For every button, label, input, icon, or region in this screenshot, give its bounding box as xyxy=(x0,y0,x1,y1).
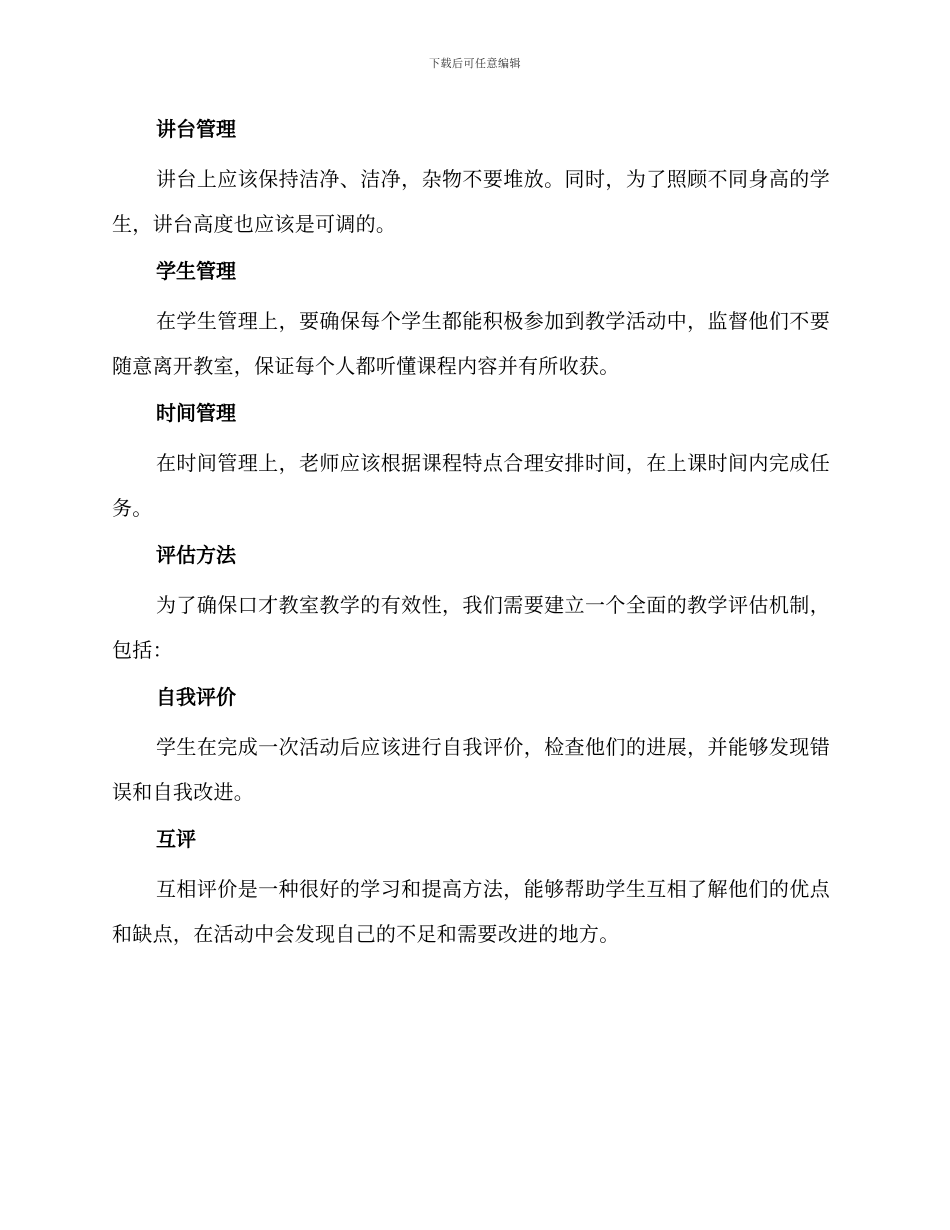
section-paragraph: 学生在完成一次活动后应该进行自我评价，检查他们的进展，并能够发现错误和自我改进。 xyxy=(112,735,830,804)
section-heading: 讲台管理 xyxy=(156,117,236,141)
section-podium-management xyxy=(112,112,830,247)
section-time-management xyxy=(112,396,830,531)
document-body xyxy=(112,112,830,964)
section-peer-evaluation xyxy=(112,822,830,957)
section-paragraph: 在时间管理上，老师应该根据课程特点合理安排时间，在上课时间内完成任务。 xyxy=(112,451,830,520)
section-paragraph: 讲台上应该保持洁净、洁净，杂物不要堆放。同时，为了照顾不同身高的学生，讲台高度也应该是可调的。 xyxy=(112,167,830,236)
section-evaluation-methods xyxy=(112,538,830,673)
section-student-management xyxy=(112,254,830,389)
section-paragraph: 互相评价是一种很好的学习和提高方法，能够帮助学生互相了解他们的优点和缺点，在活动中会发现自己的不足和需要改进的地方。 xyxy=(112,877,830,946)
section-paragraph: 在学生管理上，要确保每个学生都能积极参加到教学活动中，监督他们不要随意离开教室，保证每个人都听懂课程内容并有所收获。 xyxy=(112,309,830,378)
section-self-evaluation xyxy=(112,680,830,815)
section-heading: 时间管理 xyxy=(156,401,236,425)
section-heading: 评估方法 xyxy=(156,543,236,567)
section-paragraph: 为了确保口才教室教学的有效性，我们需要建立一个全面的教学评估机制，包括： xyxy=(112,593,830,662)
header-note: 下载后可任意编辑 xyxy=(429,57,521,70)
section-heading: 自我评价 xyxy=(156,685,236,709)
section-heading: 互评 xyxy=(156,827,196,851)
section-heading: 学生管理 xyxy=(156,259,236,283)
